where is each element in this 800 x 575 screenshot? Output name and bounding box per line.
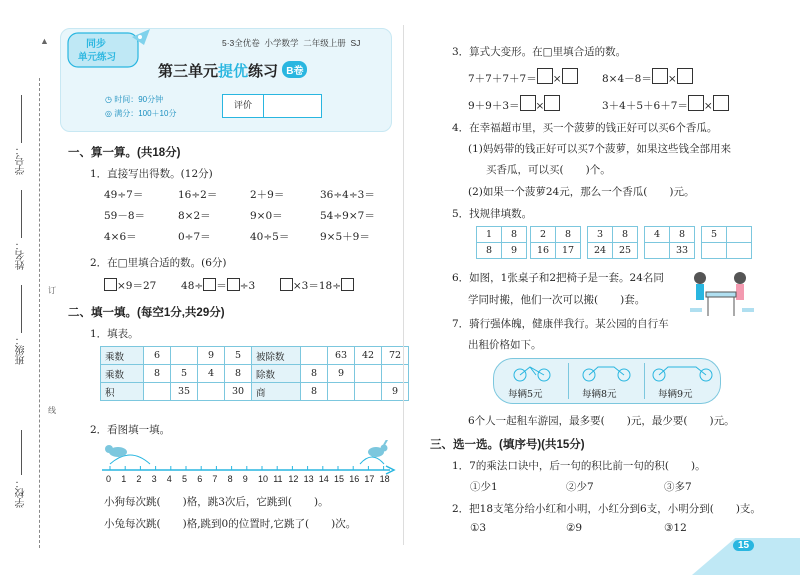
fill-box-row: ×9＝27 48÷ ＝ ÷3 ×3＝18÷ [104, 278, 354, 293]
pattern-cell: 25 [613, 243, 638, 259]
answer-box[interactable] [544, 95, 560, 111]
q3-right1: 8×4－8＝ × [602, 68, 693, 86]
answer-box[interactable] [520, 95, 536, 111]
ruler-label: 13 [303, 474, 314, 484]
answer-box[interactable] [341, 278, 354, 291]
series-label: 5·3全优卷 小学数学 二年级上册 SJ [222, 38, 361, 48]
school-label: 学校： [16, 478, 27, 508]
rating-box [222, 94, 322, 118]
pattern-cell[interactable] [727, 227, 752, 243]
calc-item[interactable]: 8×2＝ [178, 210, 211, 222]
ruler-label: 14 [318, 474, 329, 484]
title-part-a: 第三单元 [158, 63, 219, 80]
choice-option[interactable]: ③多7 [664, 481, 692, 493]
rabbit-question: 小兔每次跳( )格,跳到0的位置时,它跳了( )次。 [104, 518, 357, 530]
time-label: ◷ 时间：90分钟 [105, 95, 164, 104]
ruler-label: 10 [258, 474, 269, 484]
calc-item[interactable]: 4×6＝ [104, 231, 137, 243]
calc-item[interactable]: 40÷5＝ [250, 231, 290, 243]
double-bike-icon [582, 363, 632, 383]
pattern-grid [701, 226, 752, 259]
pattern-cell: 3 [588, 227, 613, 243]
q7-line1: 7．骑行强体魄，健康伴我行。某公园的自行车 [452, 318, 669, 330]
bike-price: 每辆8元 [582, 389, 617, 400]
calc-item[interactable]: 59－8＝ [104, 210, 146, 222]
q3-left1: 7＋7＋7＋7＝ × [468, 68, 578, 86]
pattern-grid [476, 226, 527, 259]
title-tag: B卷 [282, 61, 307, 78]
title-part-c: 练习 [248, 63, 279, 80]
pattern-cell: 2 [531, 227, 556, 243]
calc-item[interactable]: 2＋9＝ [250, 189, 285, 201]
divider [568, 363, 569, 399]
ruler-label: 8 [227, 474, 233, 484]
q3-right2: 3＋4＋5＋6＋7＝ × [602, 95, 729, 113]
number-line-prompt: 2．看图填一填。 [90, 424, 171, 436]
kids-moving-table-illustration [688, 268, 756, 324]
id-write-line[interactable] [21, 95, 22, 143]
answer-box[interactable] [713, 95, 729, 111]
bike-price-panel [493, 358, 721, 404]
triple-bike-icon [652, 363, 714, 383]
ruler-label: 0 [106, 474, 112, 484]
pattern-cell: 8 [556, 227, 581, 243]
ruler-label: 12 [288, 474, 299, 484]
score-label: ◎ 满分：100＋10分 [105, 109, 177, 118]
pattern-cell: 16 [531, 243, 556, 259]
q2-prompt: 2．在□里填合适的数。(6分) [90, 257, 227, 269]
choice-option[interactable]: ③12 [664, 522, 687, 534]
q5-prompt: 5．找规律填数。 [452, 208, 533, 220]
choice-option[interactable]: ①少1 [470, 481, 498, 493]
ruler-label: 7 [212, 474, 218, 484]
choice-option[interactable]: ②9 [566, 522, 583, 534]
pattern-cell: 33 [670, 243, 695, 259]
q7-line2: 出租价格如下。 [468, 339, 542, 351]
id-label: 学号： [16, 145, 27, 175]
pattern-grid [587, 226, 638, 259]
q4-part1b: 买香瓜，可以买( )个。 [486, 164, 611, 176]
cut-line [39, 78, 40, 548]
pattern-cell: 9 [502, 243, 527, 259]
answer-box[interactable] [203, 278, 216, 291]
answer-box[interactable] [537, 68, 553, 84]
class-label: 班级： [16, 335, 27, 365]
pattern-cell[interactable] [645, 243, 670, 259]
pattern-cell: 17 [556, 243, 581, 259]
answer-box[interactable] [227, 278, 240, 291]
name-label: 姓名： [16, 240, 27, 270]
ruler-label: 9 [242, 474, 248, 484]
name-write-line[interactable] [21, 190, 22, 238]
calc-item[interactable]: 54÷9×7＝ [320, 210, 375, 222]
calc-item[interactable]: 16÷2＝ [178, 189, 218, 201]
dog-icon [105, 445, 127, 457]
answer-box[interactable] [677, 68, 693, 84]
calc-item[interactable]: 0÷7＝ [178, 231, 211, 243]
pattern-cell: 8 [477, 243, 502, 259]
multiply-table: 乘数 6 9 5 乘数 8 5 4 8 积 35 30 [100, 346, 252, 401]
pattern-cell[interactable] [702, 243, 727, 259]
section1-title: 一、算一算。(共18分) [68, 147, 181, 159]
q4-part1a: (1)妈妈带的钱正好可以买7个菠萝，如果这些钱全部用来 [468, 143, 732, 155]
page-title [158, 60, 307, 81]
badge-line2: 单元练习 [78, 52, 117, 63]
title-part-b: 提优 [218, 63, 249, 80]
ruler-label: 18 [379, 474, 390, 484]
class-write-line[interactable] [21, 285, 22, 333]
calc-item[interactable]: 49÷7＝ [104, 189, 144, 201]
answer-box[interactable] [104, 278, 117, 291]
choice1-prompt: 1．7的乘法口诀中，后一句的积比前一句的积( )。 [452, 460, 706, 472]
q4-prompt: 4．在幸福超市里，买一个菠萝的钱正好可以买6个香瓜。 [452, 122, 718, 134]
section2-title: 二、填一填。(每空1分,共29分) [68, 307, 225, 319]
pattern-cell: 5 [702, 227, 727, 243]
ruler-label: 17 [364, 474, 375, 484]
q6-line2: 学同时搬，他们一次可以搬( )套。 [468, 294, 646, 306]
ruler-label: 6 [197, 474, 203, 484]
page-number: 15 [733, 540, 754, 551]
divider [644, 363, 645, 399]
calc-item[interactable]: 9×0＝ [250, 210, 283, 222]
medal-icon: ◎ [105, 109, 115, 118]
pattern-cell: 8 [613, 227, 638, 243]
bike-price: 每辆5元 [508, 389, 543, 400]
q7-question: 6个人一起租车游园，最多要( )元，最少要( )元。 [468, 415, 735, 427]
divide-table: 被除数 63 42 72 除数 8 9 商 8 9 [251, 346, 409, 401]
pattern-grid [644, 226, 695, 259]
ruler-label: 1 [121, 474, 127, 484]
pattern-cell[interactable] [727, 243, 752, 259]
ruler-label: 5 [182, 474, 188, 484]
calc-item[interactable]: 9×5＋9＝ [320, 231, 370, 243]
column-divider [403, 25, 404, 545]
q4-part2: (2)如果一个菠萝24元，那么一个香瓜( )元。 [468, 186, 695, 198]
ruler-label: 16 [349, 474, 360, 484]
q3-left2: 9＋9＋3＝ × [468, 95, 560, 113]
pattern-cell: 1 [477, 227, 502, 243]
answer-box[interactable] [280, 278, 293, 291]
binding-marker: ▲ [40, 36, 49, 46]
pattern-cell: 24 [588, 243, 613, 259]
bike-price: 每辆9元 [658, 389, 693, 400]
dog-question: 小狗每次跳( )格，跳3次后，它跳到( )。 [104, 496, 329, 508]
pattern-cell: 8 [670, 227, 695, 243]
single-bike-icon [512, 363, 554, 383]
pattern-cell: 4 [645, 227, 670, 243]
badge-line1: 同步 [86, 39, 106, 50]
pattern-grid [530, 226, 581, 259]
sync-badge [66, 27, 152, 71]
answer-box[interactable] [688, 95, 704, 111]
rabbit-icon [368, 440, 388, 457]
pattern-cell: 8 [502, 227, 527, 243]
answer-box[interactable] [562, 68, 578, 84]
ruler-label: 3 [151, 474, 157, 484]
school-write-line[interactable] [21, 430, 22, 475]
clock-icon: ◷ [105, 95, 115, 104]
ruler-label: 2 [136, 474, 142, 484]
calc-item[interactable]: 36÷4÷3＝ [320, 189, 375, 201]
bind-mark: 订 [48, 286, 56, 295]
q3-prompt: 3．算式大变形。在□里填合适的数。 [452, 46, 627, 58]
ruler-label: 11 [273, 474, 283, 484]
choice-option[interactable]: ①3 [470, 522, 487, 534]
ruler-label: 15 [334, 474, 345, 484]
section3-title: 三、选一选。(填序号)(共15分) [430, 439, 585, 451]
answer-box[interactable] [652, 68, 668, 84]
fill-table-prompt: 1．填表。 [90, 328, 139, 340]
q6-line1: 6．如图，1张桌子和2把椅子是一套。24名同 [452, 272, 664, 284]
rating-label: 评价 [223, 95, 264, 117]
ruler-label: 4 [166, 474, 172, 484]
line-mark: 线 [48, 406, 56, 415]
choice2-prompt: 2．把18支笔分给小红和小明，小红分到6支，小明分到( )支。 [452, 503, 761, 515]
q1-prompt: 1．直接写出得数。(12分) [90, 168, 213, 180]
choice-option[interactable]: ②少7 [566, 481, 594, 493]
